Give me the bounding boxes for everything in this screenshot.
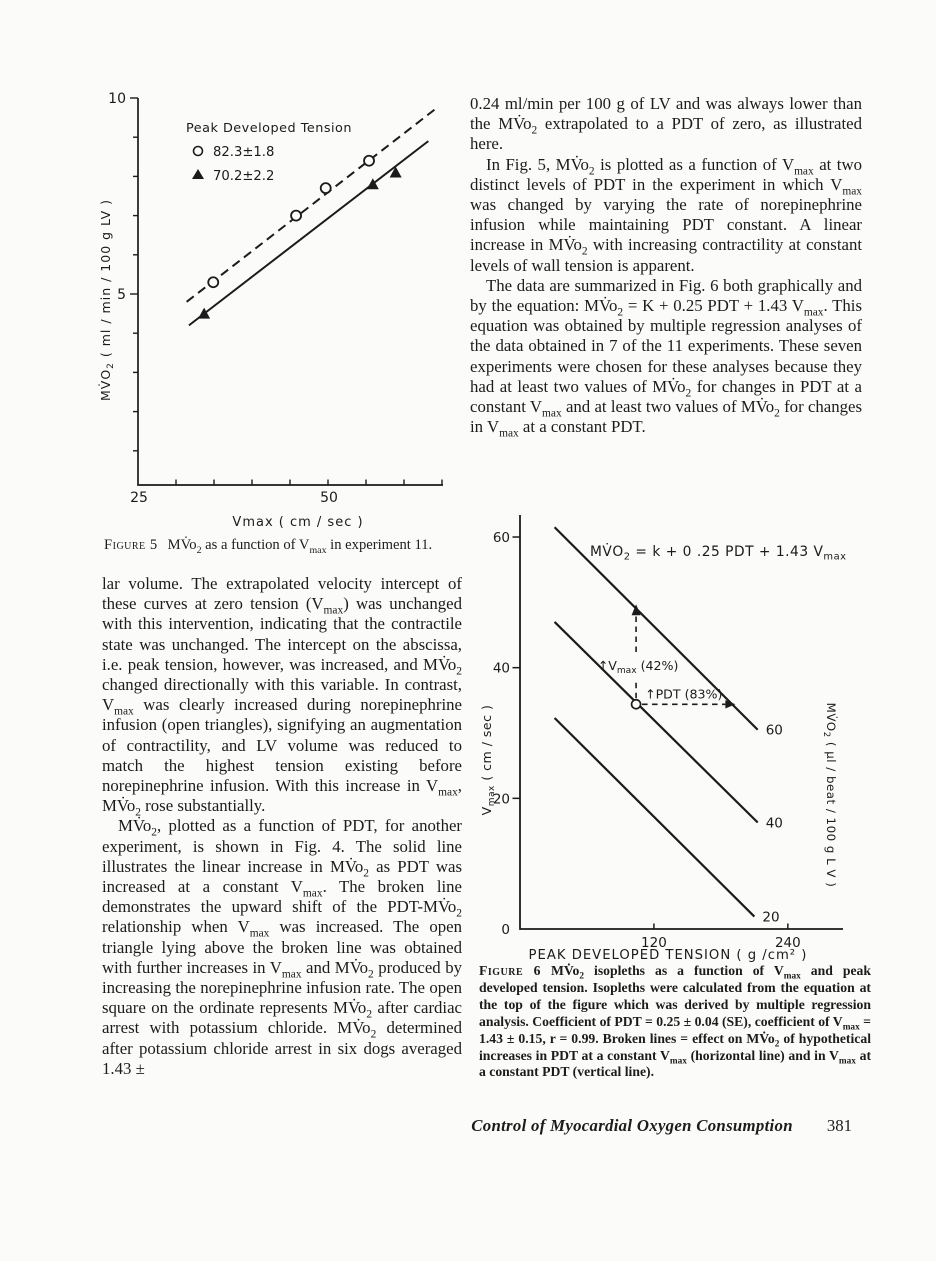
fig5-y-tick-label: 10 [108,91,126,107]
figure6-chart [478,500,878,965]
fig6-left-axis-label: $V_{max}$ ( cm / sec ) [479,704,497,816]
fig5-x-tick-label: 25 [130,490,148,506]
right-column [470,94,862,440]
fig6-axes [520,515,843,929]
fig5-data-point-circle [208,277,218,287]
body-paragraph: lar volume. The extrapolated velocity intercept of these curves at zero tension $(V_{max})$ was unchanged with this intervention, indicating that the contractile state was unchanged. The intercept on the abscissa, i.e. peak tension, however, was increased, and $MV̇o_2$ changed directionally with this variable. In contrast, $V_{max}$ was clearly increased during norepinephrine infusion (open triangles), signifying an augmentation of contractility, and LV volume was reduced to match the highest tension existing before norepinephrine infusion. With this increase in $V_{max}$, $MV̇o_2$ rose substantially. [102,574,462,819]
body-paragraph: 0.24 ml/min per 100 g of LV and was always lower than the $MV̇o_2$ extrapolated to a PDT of zero, as illustrated here. [470,94,862,154]
fig6-right-axis-label: $MV̇O_2$ ( μl / beat / 100 g L V ) [821,702,838,888]
body-paragraph: The data are summarized in Fig. 6 both graphically and by the equation: $MV̇o_2 = K + 0.25$ PDT + 1.43 $V_{max}$. This equation was obtained by multiple regression analyses of the data obtained in 7 of the 11 experiments. These seven experiments were chosen for these analyses because they had at least two values of $MV̇o_2$ for changes in PDT at a constant $V_{max}$ and at least two values of $MV̇o_2$ for changes in $V_{max}$ at a constant PDT. [470,275,862,440]
fig5-axes [138,98,443,485]
figure6-caption-label: Figure 6 [479,963,541,978]
figure5-caption-label: Figure 5 [104,537,158,553]
fig6-y-tick-label: 40 [492,660,510,677]
fig6-y-tick-label: 0 [501,922,510,938]
fig6-x-tick-label: 240 [774,935,801,951]
figure6-caption-text: $MV̇o_2$ isopleths as a function of $V_{max}$ and peak developed tension. Isopleths were calculated from the equation at the top of the figure which was derived by multiple regression analysis. Coefficient of PDT = 0.25 ± 0.04 (SE), coefficient of $V_{max} = 1.43 \pm 0.15$, r = 0.99. Broken lines = effect on $MV̇o_2$ of hypothetical increases in PDT at a constant $V_{max}$ (horizontal line) and in $V_{max}$ at a constant PDT (vertical line). [479,963,871,1080]
fig6-vmax-increase-label: $↑V_{max}$ (42%) [597,658,679,676]
fig5-data-point-circle [364,156,374,166]
fig5-x-tick-label: 50 [320,490,338,506]
fig5-legend-title: Peak Developed Tension [186,121,352,136]
fig6-isopleth-label: 60 [765,722,783,739]
fig6-x-axis-label: PEAK DEVELOPED TENSION ( g /cm² ) [528,948,808,963]
fig5-data-point-circle [291,211,301,221]
fig6-isopleth-label: 40 [765,815,783,832]
page-footer [470,1116,852,1136]
fig6-y-tick-label: 20 [492,791,510,808]
fig5-data-point-triangle [390,166,402,177]
filled-triangle-icon [192,169,204,179]
fig6-x-tick-label: 120 [641,935,667,951]
figure5-chart [86,88,461,533]
fig6-isopleth-line [555,622,758,823]
figure5-caption [104,536,462,554]
fig5-y-tick-label: 5 [117,287,126,303]
fig5-x-axis-label: Vmax ( cm / sec ) [232,515,364,530]
body-paragraph: $MV̇o_2$, plotted as a function of PDT, for another experiment, is shown in Fig. 4. The solid line illustrates the linear increase in $MV̇o_2$ as PDT was increased at a constant $V_{max}$. The broken line demonstrates the upward shift of the PDT-$MV̇o_2$ relationship when $V_{max}$ was increased. The open triangle lying above the broken line was obtained with further increases in $V_{max}$ and $MV̇o_2$ produced by increasing the norepinephrine infusion rate. The open square on the ordinate represents $MV̇o_2$ after cardiac arrest with potassium chloride. $MV̇o_2$ determined after potassium chloride arrest in six dogs averaged 1.43 ± [102,816,463,1078]
open-circle-icon [194,147,203,156]
left-column [102,574,462,1079]
fig5-data-point-circle [321,183,331,193]
fig6-y-tick-label: 60 [492,530,510,547]
fig5-y-axis-label: $MV̇O_2$ ( ml / min / 100 g LV ) [98,198,116,402]
fig6-pdt-increase-label: ↑PDT (83%) [645,686,723,702]
figure6-caption [479,963,871,1081]
fig6-isopleth-label: 20 [762,909,780,926]
fig5-legend-label: 70.2±2.2 [213,169,275,184]
fig6-isopleth-line [555,718,755,917]
figure5-caption-text: $MV̇o_2$ as a function of $V_{max}$ in experiment 11. [167,537,433,556]
body-paragraph: In Fig. 5, $MV̇o_2$ is plotted as a function of $V_{max}$ at two distinct levels of PDT in the experiment in which $V_{max}$ was changed by varying the rate of norepinephrine infusion while maintaining PDT constant. A linear increase in $MV̇o_2$ with increasing contractility at constant levels of wall tension is apparent. [470,154,862,275]
fig5-fit-line-dashed [187,110,435,302]
fig6-equation: $MV̇O_2 = k + 0$ .25 PDT + 1.43 $V_{max}$ [590,544,847,563]
fig6-reference-point [632,700,641,709]
running-title: Control of Myocardial Oxygen Consumption [471,1116,793,1135]
page-number: 381 [826,1116,852,1135]
fig5-legend-label: 82.3±1.8 [213,145,275,160]
